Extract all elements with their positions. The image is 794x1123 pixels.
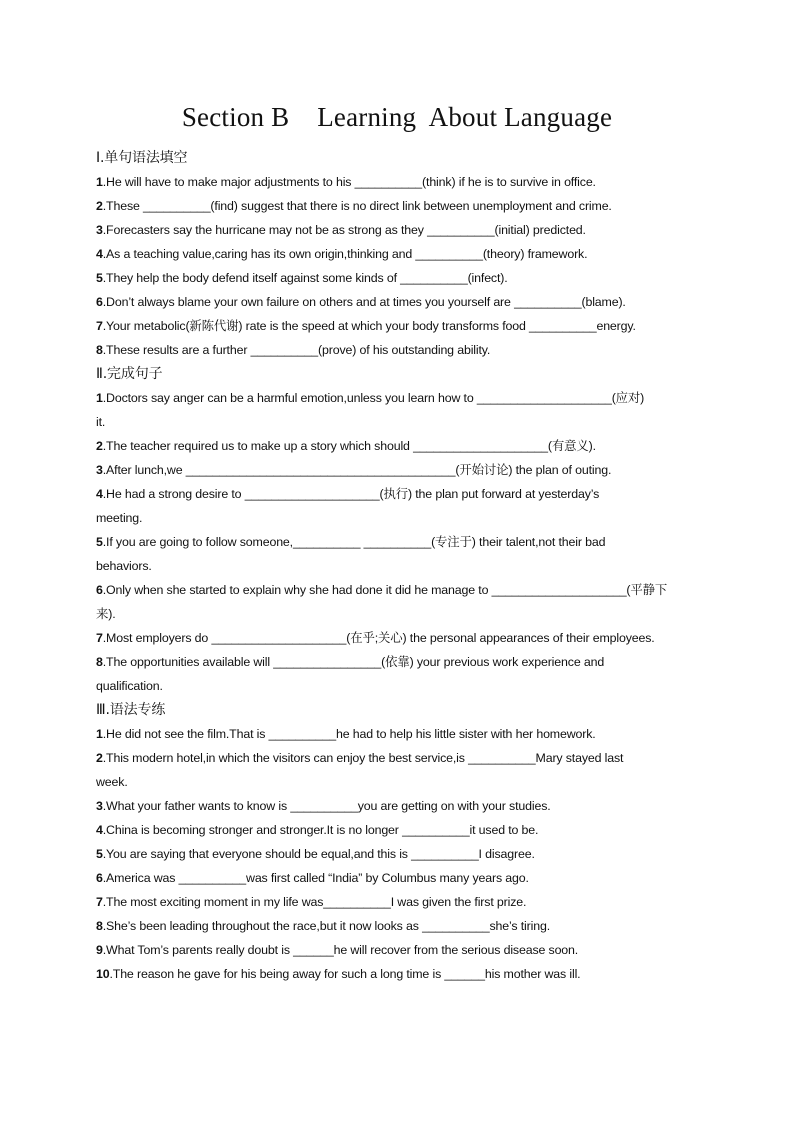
exercise-item: [96, 938, 702, 962]
item-text: .Most employers do ____________________(在乎;关心) the personal appearances of their employees.: [102, 631, 655, 645]
item-text: .This modern hotel,in which the visitors can enjoy the best service,is __________Mary stayed last: [102, 751, 624, 765]
exercise-item: [96, 170, 702, 194]
exercise-item: [96, 866, 702, 890]
item-text: .The teacher required us to make up a story which should ____________________(有意义).: [102, 439, 596, 453]
item-number: 7: [96, 319, 103, 333]
item-text: .As a teaching value,caring has its own origin,thinking and __________(theory) framework.: [102, 247, 588, 261]
exercise-item: [96, 242, 702, 266]
exercise-item: [96, 218, 702, 242]
item-number: 5: [96, 847, 103, 861]
item-number: 5: [96, 271, 103, 285]
item-text: .Your metabolic(新陈代谢) rate is the speed at which your body transforms food __________energy.: [102, 319, 636, 333]
exercise-item: [96, 338, 702, 362]
exercise-item-continuation: meeting.: [96, 511, 143, 525]
item-number: 3: [96, 463, 103, 477]
item-text: .America was __________was first called “India” by Columbus many years ago.: [102, 871, 529, 885]
exercise-item: [96, 890, 702, 914]
section-heading: Ⅰ.单句语法填空: [96, 150, 188, 166]
exercise-item: [96, 194, 702, 218]
exercise-item: [96, 578, 702, 602]
item-number: 4: [96, 823, 103, 837]
exercise-item: [96, 458, 702, 482]
item-number: 1: [96, 175, 103, 189]
exercise-item: [96, 530, 702, 554]
item-text: .If you are going to follow someone,__________ __________(专注于) their talent,not their bad: [102, 535, 606, 549]
item-number: 8: [96, 919, 103, 933]
item-number: 1: [96, 727, 103, 741]
item-text: .You are saying that everyone should be equal,and this is __________I disagree.: [102, 847, 535, 861]
exercise-item: [96, 266, 702, 290]
exercise-item: [96, 914, 702, 938]
exercise-item: [96, 818, 702, 842]
exercise-content: [96, 146, 702, 986]
item-number: 6: [96, 871, 103, 885]
exercise-item: [96, 746, 702, 770]
item-number: 2: [96, 199, 103, 213]
exercise-item-continuation: week.: [96, 775, 128, 789]
item-text: .Only when she started to explain why she had done it did he manage to ____________________(平静下: [102, 583, 668, 597]
exercise-item: [96, 794, 702, 818]
item-text: .She’s been leading throughout the race,but it now looks as __________she’s tiring.: [102, 919, 551, 933]
item-number: 3: [96, 799, 103, 813]
exercise-item-continuation: it.: [96, 415, 106, 429]
item-number: 9: [96, 943, 103, 957]
item-text: .China is becoming stronger and stronger.It is no longer __________it used to be.: [102, 823, 539, 837]
item-number: 6: [96, 295, 103, 309]
item-number: 10: [96, 967, 110, 981]
exercise-item: [96, 482, 702, 506]
item-number: 7: [96, 895, 103, 909]
item-number: 4: [96, 247, 103, 261]
exercise-item-continuation: behaviors.: [96, 559, 152, 573]
item-text: .Don’t always blame your own failure on others and at times you yourself are __________(blame).: [102, 295, 626, 309]
item-text: .He did not see the film.That is __________he had to help his little sister with her homework.: [102, 727, 596, 741]
exercise-item: [96, 722, 702, 746]
item-text: .He had a strong desire to ____________________(执行) the plan put forward at yesterday’s: [102, 487, 600, 501]
item-text: .Forecasters say the hurricane may not be as strong as they __________(initial) predicted.: [102, 223, 586, 237]
item-text: .What your father wants to know is __________you are getting on with your studies.: [102, 799, 551, 813]
exercise-item: [96, 650, 702, 674]
exercise-item: [96, 386, 702, 410]
item-text: .The reason he gave for his being away for such a long time is ______his mother was ill.: [109, 967, 581, 981]
exercise-item: [96, 314, 702, 338]
item-number: 3: [96, 223, 103, 237]
page-title: Section B Learning About Language: [181, 102, 613, 132]
item-text: .These results are a further __________(prove) of his outstanding ability.: [102, 343, 491, 357]
item-number: 6: [96, 583, 103, 597]
item-number: 2: [96, 751, 103, 765]
section-heading: Ⅱ.完成句子: [96, 366, 163, 382]
item-number: 1: [96, 391, 103, 405]
item-text: .After lunch,we ________________________________________(开始讨论) the plan of outing.: [102, 463, 612, 477]
section-heading: Ⅲ.语法专练: [96, 702, 166, 718]
item-text: .They help the body defend itself against some kinds of __________(infect).: [102, 271, 508, 285]
exercise-item: [96, 434, 702, 458]
item-number: 4: [96, 487, 103, 501]
item-text: .He will have to make major adjustments to his __________(think) if he is to survive in office.: [102, 175, 596, 189]
item-number: 7: [96, 631, 103, 645]
exercise-item-continuation: qualification.: [96, 679, 163, 693]
exercise-item: [96, 962, 702, 986]
item-text: .These __________(find) suggest that there is no direct link between unemployment and crime.: [102, 199, 612, 213]
item-number: 5: [96, 535, 103, 549]
item-number: 8: [96, 343, 103, 357]
item-number: 2: [96, 439, 103, 453]
exercise-item-continuation: 来).: [96, 607, 116, 621]
item-text: .Doctors say anger can be a harmful emotion,unless you learn how to ____________________(应对): [102, 391, 645, 405]
exercise-item: [96, 842, 702, 866]
exercise-item: [96, 626, 702, 650]
item-text: .The most exciting moment in my life was__________I was given the first prize.: [102, 895, 527, 909]
item-number: 8: [96, 655, 103, 669]
item-text: .What Tom’s parents really doubt is ______he will recover from the serious disease soon.: [102, 943, 579, 957]
item-text: .The opportunities available will ________________(依靠) your previous work experience and: [102, 655, 605, 669]
exercise-item: [96, 290, 702, 314]
